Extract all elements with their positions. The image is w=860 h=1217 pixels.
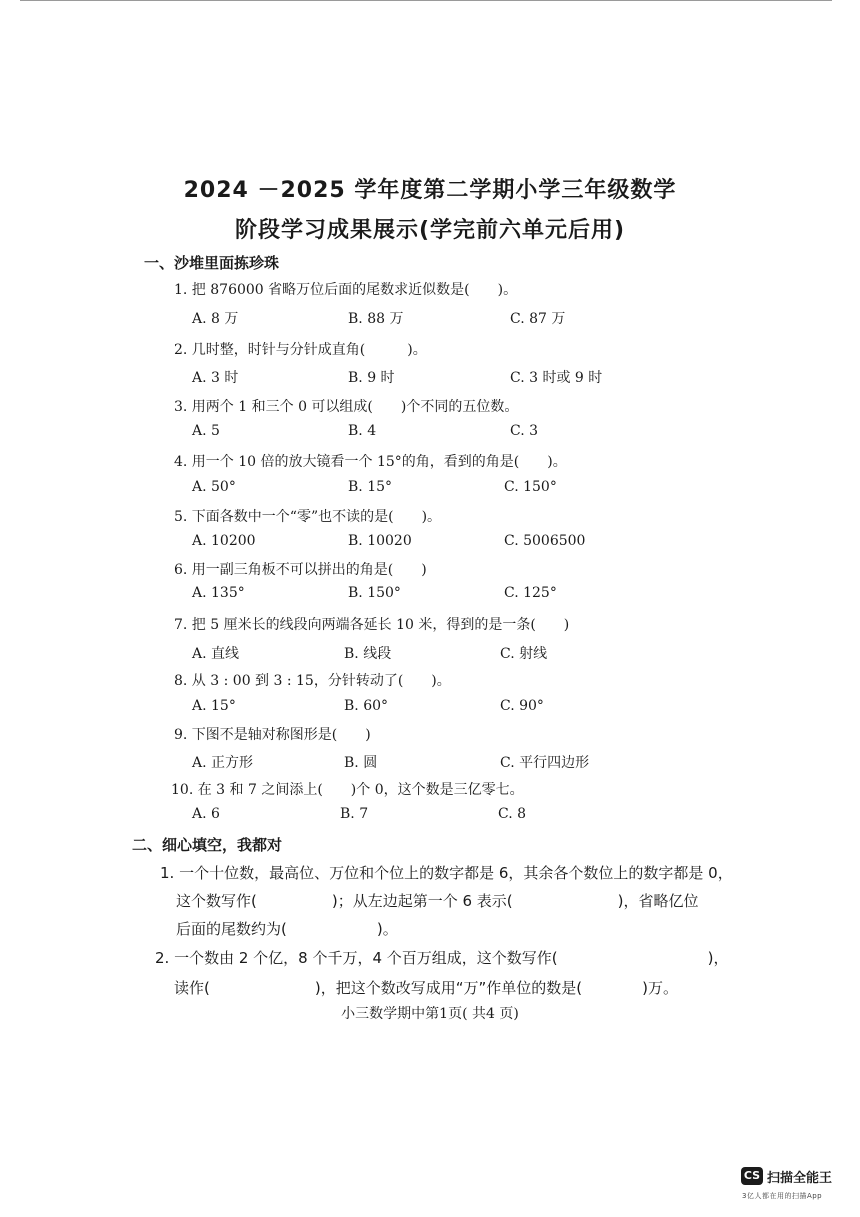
- q4-option-a: A. 50°: [192, 479, 236, 495]
- q2-option-c: C. 3 时或 9 时: [510, 370, 603, 386]
- question-3: 3. 用两个 1 和三个 0 可以组成( )个不同的五位数。: [174, 399, 519, 415]
- section1-heading: 一、沙堆里面拣珍珠: [144, 254, 280, 272]
- fill-q2-line2: 读作( )，把这个数改写成用“万”作单位的数是( )万。: [174, 979, 678, 997]
- question-7: 7. 把 5 厘米长的线段向两端各延长 10 米，得到的是一条( ): [174, 617, 570, 633]
- question-2: 2. 几时整，时针与分针成直角( )。: [174, 342, 427, 358]
- fill-q1-line1: 1. 一个十位数，最高位、万位和个位上的数字都是 6，其余各个数位上的数字都是 0，: [160, 864, 733, 882]
- section2-heading: 二、细心填空，我都对: [132, 836, 283, 854]
- q8-option-c: C. 90°: [500, 698, 544, 714]
- question-10: 10. 在 3 和 7 之间添上( )个 0，这个数是三亿零七。: [171, 782, 524, 798]
- q3-option-b: B. 4: [348, 423, 377, 439]
- q5-option-c: C. 5006500: [504, 533, 586, 549]
- q4-option-c: C. 150°: [504, 479, 557, 495]
- q10-option-c: C. 8: [498, 806, 527, 822]
- q6-option-c: C. 125°: [504, 585, 557, 601]
- q1-option-c: C. 87 万: [510, 311, 566, 327]
- camscanner-logo-icon: CS: [741, 1167, 763, 1185]
- watermark-app-name: 扫描全能王: [767, 1171, 833, 1186]
- top-border-line: [20, 0, 832, 1]
- page-footer: 小三数学期中第1页( 共4 页): [341, 1006, 519, 1022]
- question-9: 9. 下图不是轴对称图形是( ): [174, 727, 371, 743]
- question-8: 8. 从 3 : 00 到 3 : 15，分针转动了( )。: [174, 673, 451, 689]
- question-1: 1. 把 876000 省略万位后面的尾数求近似数是( )。: [174, 282, 518, 298]
- q2-option-a: A. 3 时: [192, 370, 239, 386]
- q9-option-c: C. 平行四边形: [500, 755, 590, 771]
- question-6: 6. 用一副三角板不可以拼出的角是( ): [174, 562, 427, 578]
- watermark-tagline: 3亿人都在用的扫描App: [742, 1192, 823, 1200]
- q2-option-b: B. 9 时: [348, 370, 395, 386]
- q1-option-a: A. 8 万: [192, 311, 239, 327]
- q6-option-a: A. 135°: [192, 585, 245, 601]
- fill-q2-line1: 2. 一个数由 2 个亿，8 个千万，4 个百万组成，这个数写作( )，: [155, 949, 729, 967]
- q3-option-a: A. 5: [192, 423, 220, 439]
- q9-option-b: B. 圆: [344, 755, 378, 771]
- q4-option-b: B. 15°: [348, 479, 393, 495]
- fill-q1-line2: 这个数写作( )；从左边起第一个 6 表示( )，省略亿位: [176, 892, 699, 910]
- q7-option-a: A. 直线: [192, 646, 240, 662]
- q10-option-b: B. 7: [340, 806, 369, 822]
- q3-option-c: C. 3: [510, 423, 539, 439]
- q5-option-b: B. 10020: [348, 533, 412, 549]
- question-4: 4. 用一个 10 倍的放大镜看一个 15°的角，看到的角是( )。: [174, 454, 567, 470]
- q8-option-a: A. 15°: [192, 698, 236, 714]
- q8-option-b: B. 60°: [344, 698, 389, 714]
- q7-option-b: B. 线段: [344, 646, 392, 662]
- q6-option-b: B. 150°: [348, 585, 401, 601]
- fill-q1-line3: 后面的尾数约为( )。: [176, 920, 398, 938]
- exam-title-line1: 2024 －2025 学年度第二学期小学三年级数学: [183, 178, 677, 203]
- exam-title-line2: 阶段学习成果展示(学完前六单元后用): [234, 218, 626, 243]
- q10-option-a: A. 6: [192, 806, 220, 822]
- q5-option-a: A. 10200: [192, 533, 256, 549]
- q9-option-a: A. 正方形: [192, 755, 254, 771]
- q1-option-b: B. 88 万: [348, 311, 404, 327]
- question-5: 5. 下面各数中一个“零”也不读的是( )。: [174, 509, 442, 525]
- q7-option-c: C. 射线: [500, 646, 548, 662]
